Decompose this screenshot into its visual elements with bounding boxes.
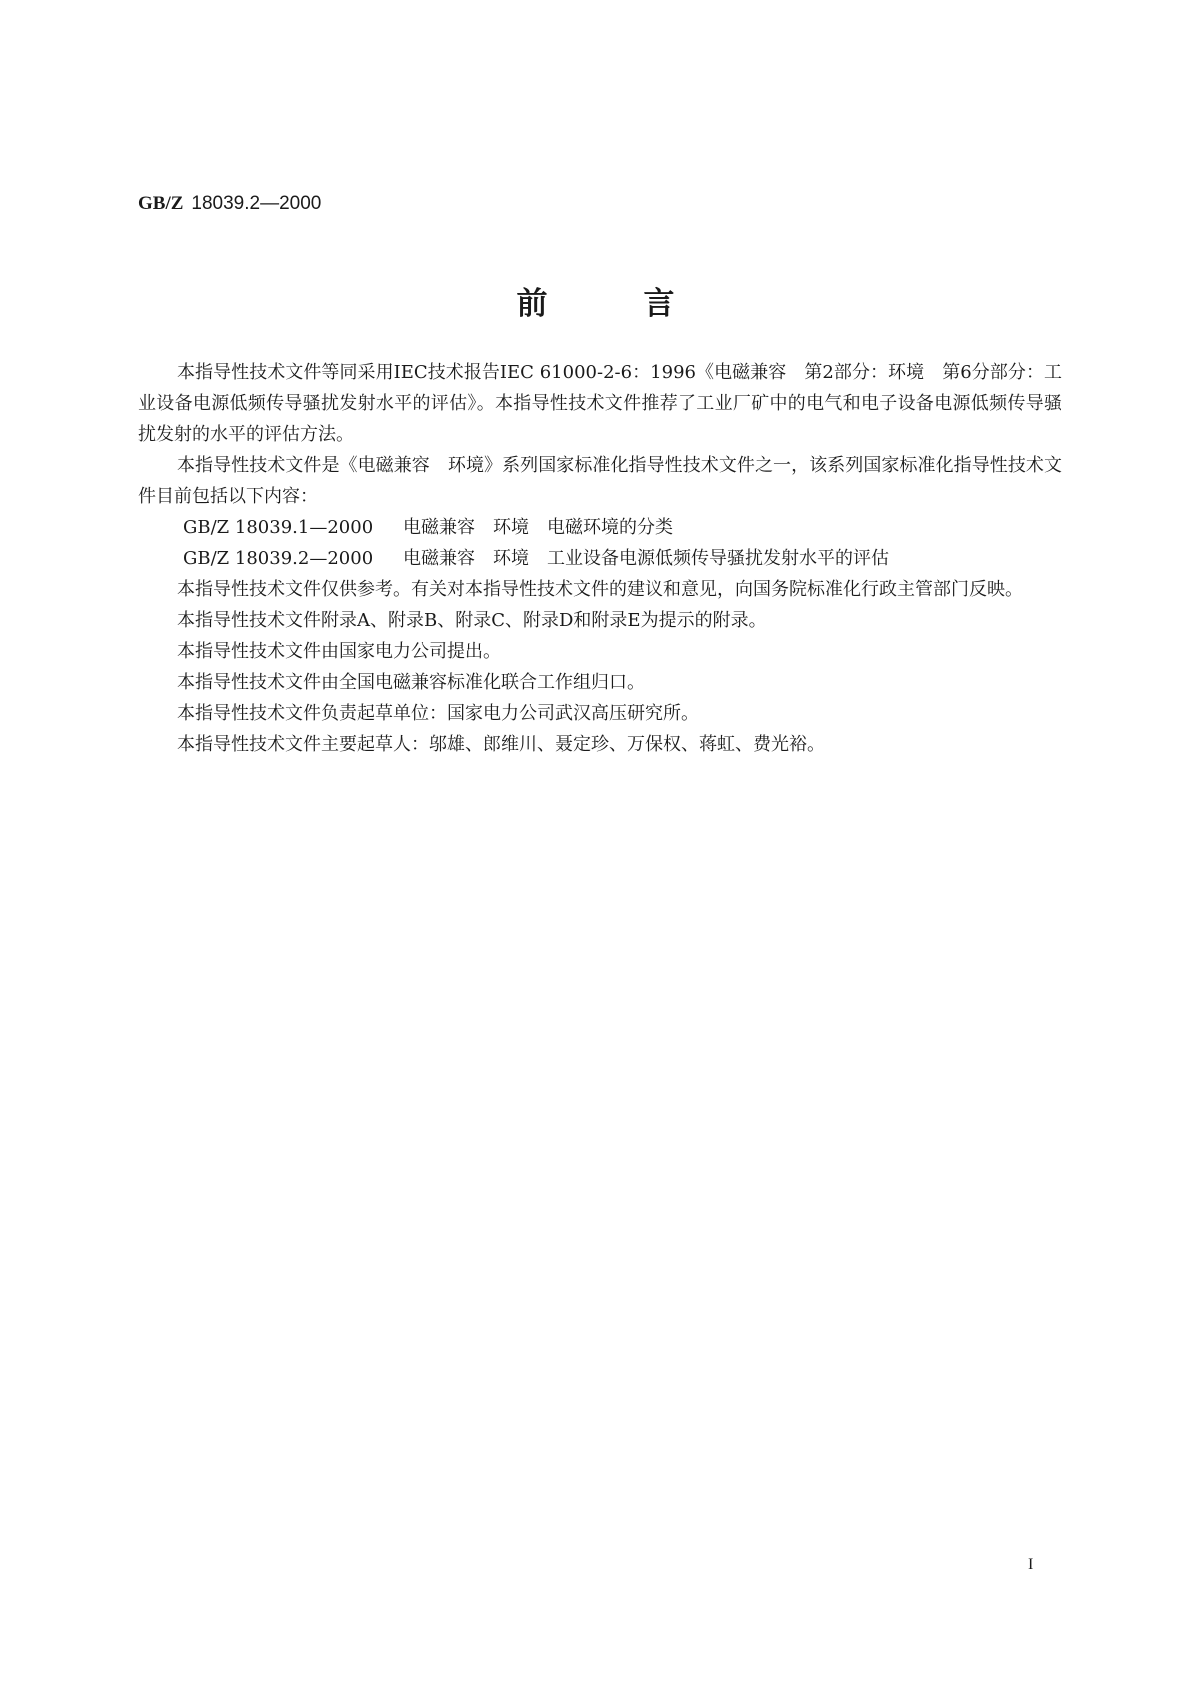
paragraph-responsible-body: 本指导性技术文件由全国电磁兼容标准化联合工作组归口。: [177, 672, 645, 693]
standard-number: 18039.2—2000: [191, 193, 322, 214]
standard-list-title: 工业设备电源低频传导骚扰发射水平的评估: [547, 548, 889, 569]
title-char-1: 前: [516, 286, 548, 322]
paragraph-series: 本指导性技术文件是《电磁兼容 环境》系列国家标准化指导性技术文件之一，该系列国家标准化指导性技术文件目前包括以下内容：: [138, 455, 1062, 507]
paragraph-proposer: 本指导性技术文件由国家电力公司提出。: [177, 641, 501, 662]
standard-list-area: 环境: [493, 548, 529, 569]
standard-list-topic: 电磁兼容: [403, 548, 475, 569]
standard-list-item: [138, 512, 1062, 543]
paragraph-drafting-unit: 本指导性技术文件负责起草单位：国家电力公司武汉高压研究所。: [177, 703, 699, 724]
paragraph-adoption: 本指导性技术文件等同采用IEC技术报告IEC 61000-2-6：1996《电磁兼容 第2部分：环境 第6分部分：工业设备电源低频传导骚扰发射水平的评估》。本指导性技术文件推荐了工业厂矿中的电气和电子设备电源低频传导骚扰发射的水平的评估方法。: [138, 362, 1062, 445]
standard-list-code: GB/Z 18039.2—2000: [183, 548, 374, 569]
standard-code-header: [138, 191, 321, 216]
standard-list-area: 环境: [493, 517, 529, 538]
paragraph-drafters: 本指导性技术文件主要起草人：邬雄、郎维川、聂定珍、万保权、蒋虹、费光裕。: [177, 734, 825, 755]
title-char-2: 言: [643, 286, 675, 322]
page-number: I: [1028, 1556, 1034, 1573]
standard-list-code: GB/Z 18039.1—2000: [183, 517, 374, 538]
standard-prefix: GB/Z: [138, 193, 184, 214]
paragraph-reference-only: 本指导性技术文件仅供参考。有关对本指导性技术文件的建议和意见，向国务院标准化行政主管部门反映。: [177, 579, 1023, 600]
paragraph-annexes: 本指导性技术文件附录A、附录B、附录C、附录D和附录E为提示的附录。: [177, 610, 767, 631]
foreword-body: [138, 357, 1062, 760]
standard-list-topic: 电磁兼容: [403, 517, 475, 538]
page-title: [0, 284, 1191, 324]
standard-list-title: 电磁环境的分类: [547, 517, 673, 538]
standard-list-item: [138, 543, 1062, 574]
